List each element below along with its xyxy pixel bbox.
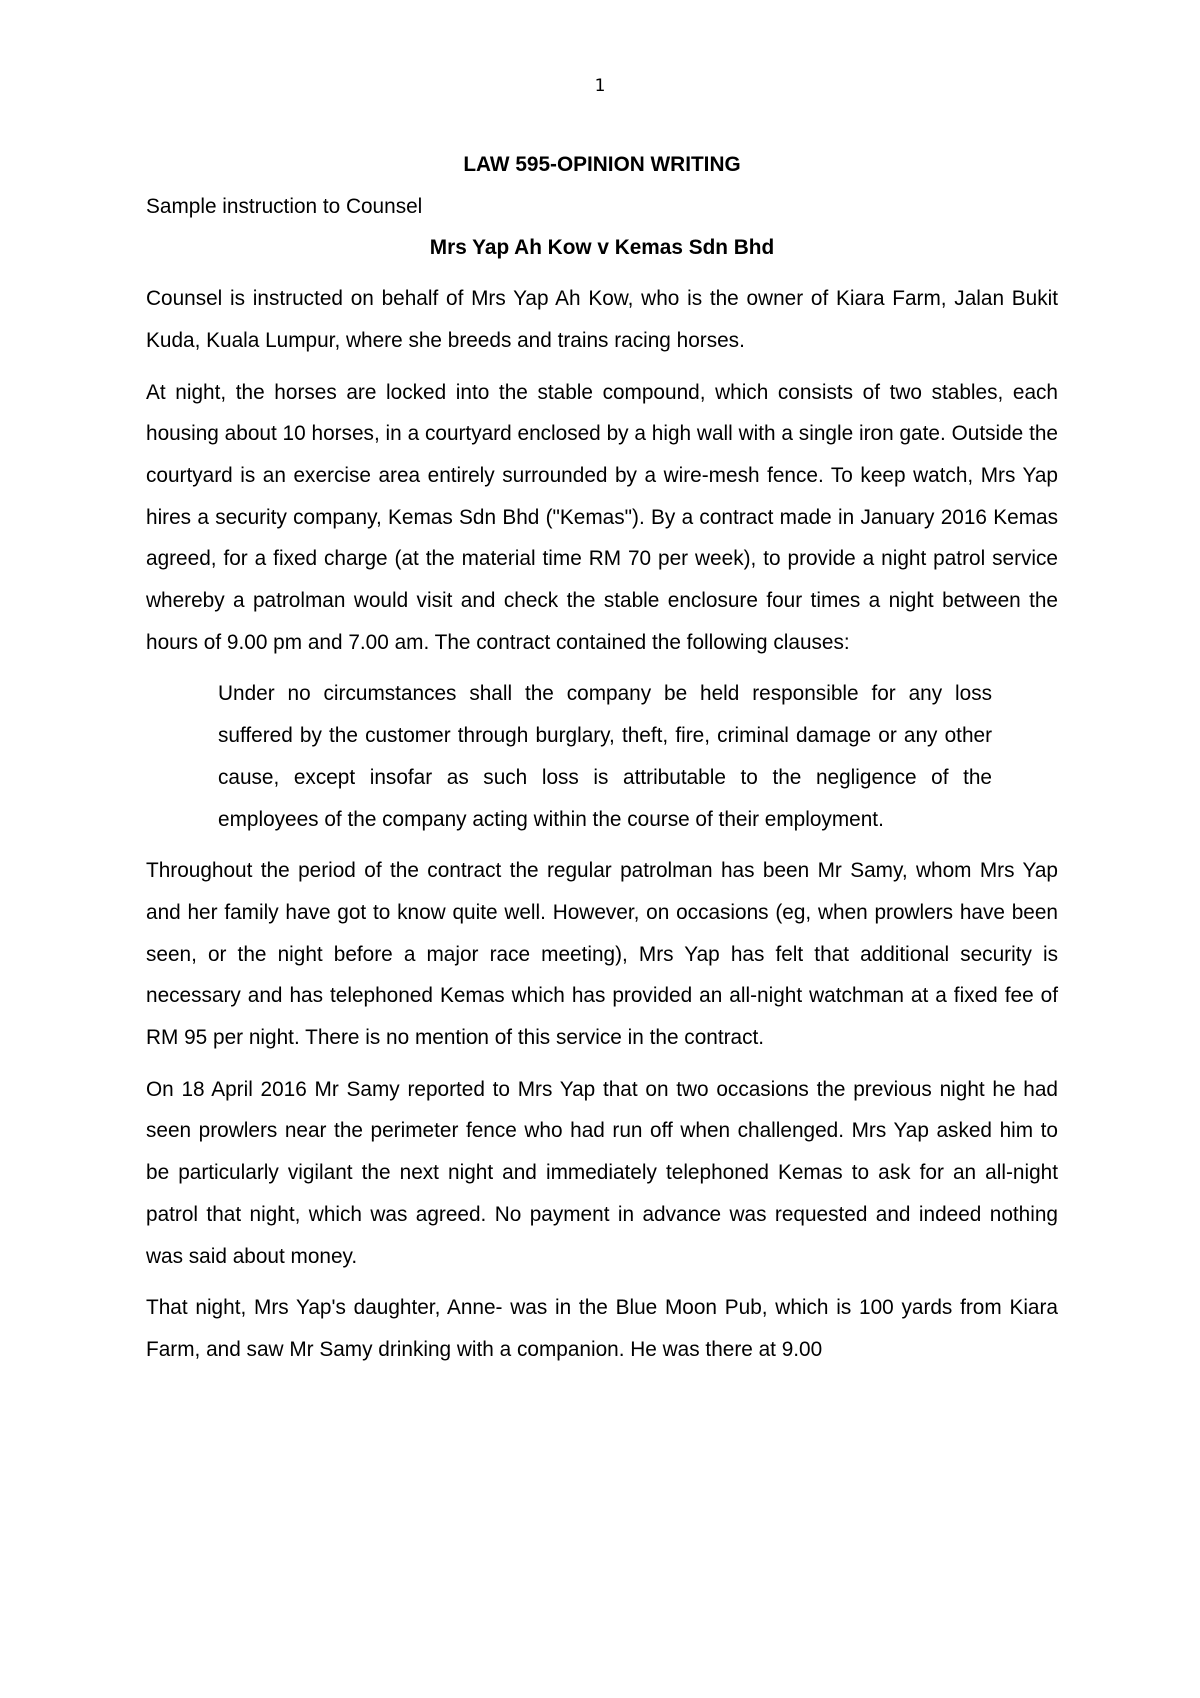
- page-number: 1: [594, 76, 606, 96]
- document-body: [146, 144, 1058, 1371]
- quoted-clause: Under no circumstances shall the company be held responsible for any loss suffered by the customer through burglary, theft, fire, criminal damage or any other cause, except insofar as such loss is attributable to the negligence of the employees of the company acting within the course of their employment.: [218, 682, 992, 831]
- document-subtitle: Sample instruction to Counsel: [146, 194, 423, 218]
- paragraph-prowlers: On 18 April 2016 Mr Samy reported to Mrs Yap that on two occasions the previous night he had seen prowlers near the perimeter fence who had run off when challenged. Mrs Yap asked him to be particularly vigilant the next night and immediately telephoned Kemas to ask for an all-night patrol that night, which was agreed. No payment in advance was requested and indeed nothing was said about money.: [146, 1077, 1058, 1268]
- paragraph-instruction: Counsel is instructed on behalf of Mrs Yap Ah Kow, who is the owner of Kiara Farm, Jalan Bukit Kuda, Kuala Lumpur, where she breeds and trains racing horses.: [146, 287, 1058, 352]
- course-title: LAW 595-OPINION WRITING: [463, 153, 741, 176]
- case-title: Mrs Yap Ah Kow v Kemas Sdn Bhd: [429, 236, 775, 260]
- paragraph-contract: At night, the horses are locked into the stable compound, which consists of two stables, each housing about 10 horses, in a courtyard enclosed by a high wall with a single iron gate. Outside the courtyard is an exercise area entirely surrounded by a wire-mesh fence. To keep watch, Mrs Yap hires a security company, Kemas Sdn Bhd ("Kemas"). By a contract made in January 2016 Kemas agreed, for a fixed charge (at the material time RM 70 per week), to provide a night patrol service whereby a patrolman would visit and check the stable enclosure four times a night between the hours of 9.00 pm and 7.00 am. The contract contained the following clauses:: [146, 380, 1058, 654]
- paragraph-patrolman: Throughout the period of the contract the regular patrolman has been Mr Samy, whom Mrs Yap and her family have got to know quite well. However, on occasions (eg, when prowlers have been seen, or the night before a major race meeting), Mrs Yap has felt that additional security is necessary and has telephoned Kemas which has provided an all-night watchman at a fixed fee of RM 95 per night. There is no mention of this service in the contract.: [146, 859, 1058, 1050]
- paragraph-pub: That night, Mrs Yap's daughter, Anne- was in the Blue Moon Pub, which is 100 yards from Kiara Farm, and saw Mr Samy drinking with a companion. He was there at 9.00: [146, 1296, 1058, 1361]
